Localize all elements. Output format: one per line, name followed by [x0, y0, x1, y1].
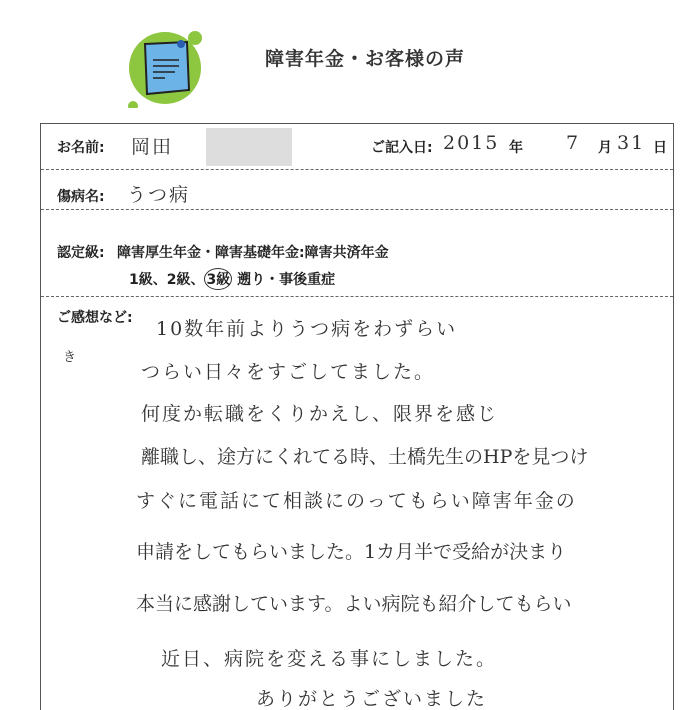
grade-suffix: 遡り・事後重症 — [237, 272, 336, 288]
comment-line: ありがとうございました — [256, 688, 488, 710]
margin-mark: き — [63, 350, 79, 365]
comment-line: 離職し、途方にくれてる時、土橋先生のHPを見つけ — [141, 446, 589, 468]
disease-label: 傷病名: — [57, 189, 105, 205]
grade-options — [129, 268, 335, 290]
grade-prefix: 1級、2級、 — [129, 272, 205, 288]
comment-line: つらい日々をすごしてました。 — [141, 361, 436, 383]
date-label: ご記入日: — [371, 140, 433, 156]
name-label: お名前: — [57, 140, 105, 156]
grade-label: 認定級: — [57, 245, 105, 261]
page-title: 障害年金・お客様の声 — [265, 48, 466, 70]
disease-value: うつ病 — [127, 184, 191, 206]
comment-line: 本当に感謝しています。よい病院も紹介してもらい — [136, 593, 572, 615]
divider — [41, 169, 673, 170]
comment-line: 申請をしてもらいました。1カ月半で受給が決まり — [136, 541, 567, 563]
day-unit: 日 — [653, 140, 667, 156]
comment-line: 10数年前よりうつ病をわずらい — [156, 318, 458, 340]
divider — [41, 209, 673, 210]
date-year: 2015 — [443, 132, 500, 154]
comment-line: 何度か転職をくりかえし、限界を感じ — [141, 403, 499, 425]
name-value: 岡田 — [131, 136, 174, 158]
divider — [41, 296, 673, 297]
date-month: 7 — [566, 132, 581, 154]
grade-selected: 3級 — [204, 268, 232, 290]
date-day: 31 — [617, 132, 646, 154]
month-unit: 月 — [598, 140, 612, 156]
notepad-pin-icon — [127, 28, 207, 108]
comment-line: すぐに電話にて相談にのってもらい障害年金の — [136, 490, 577, 512]
pension-types: 障害厚生年金・障害基礎年金:障害共済年金 — [117, 245, 389, 261]
comments-label: ご感想など: — [57, 310, 133, 326]
feedback-form — [40, 123, 674, 710]
year-unit: 年 — [509, 140, 523, 156]
comment-line: 近日、病院を変える事にしました。 — [161, 648, 498, 670]
redacted-name — [206, 128, 292, 166]
